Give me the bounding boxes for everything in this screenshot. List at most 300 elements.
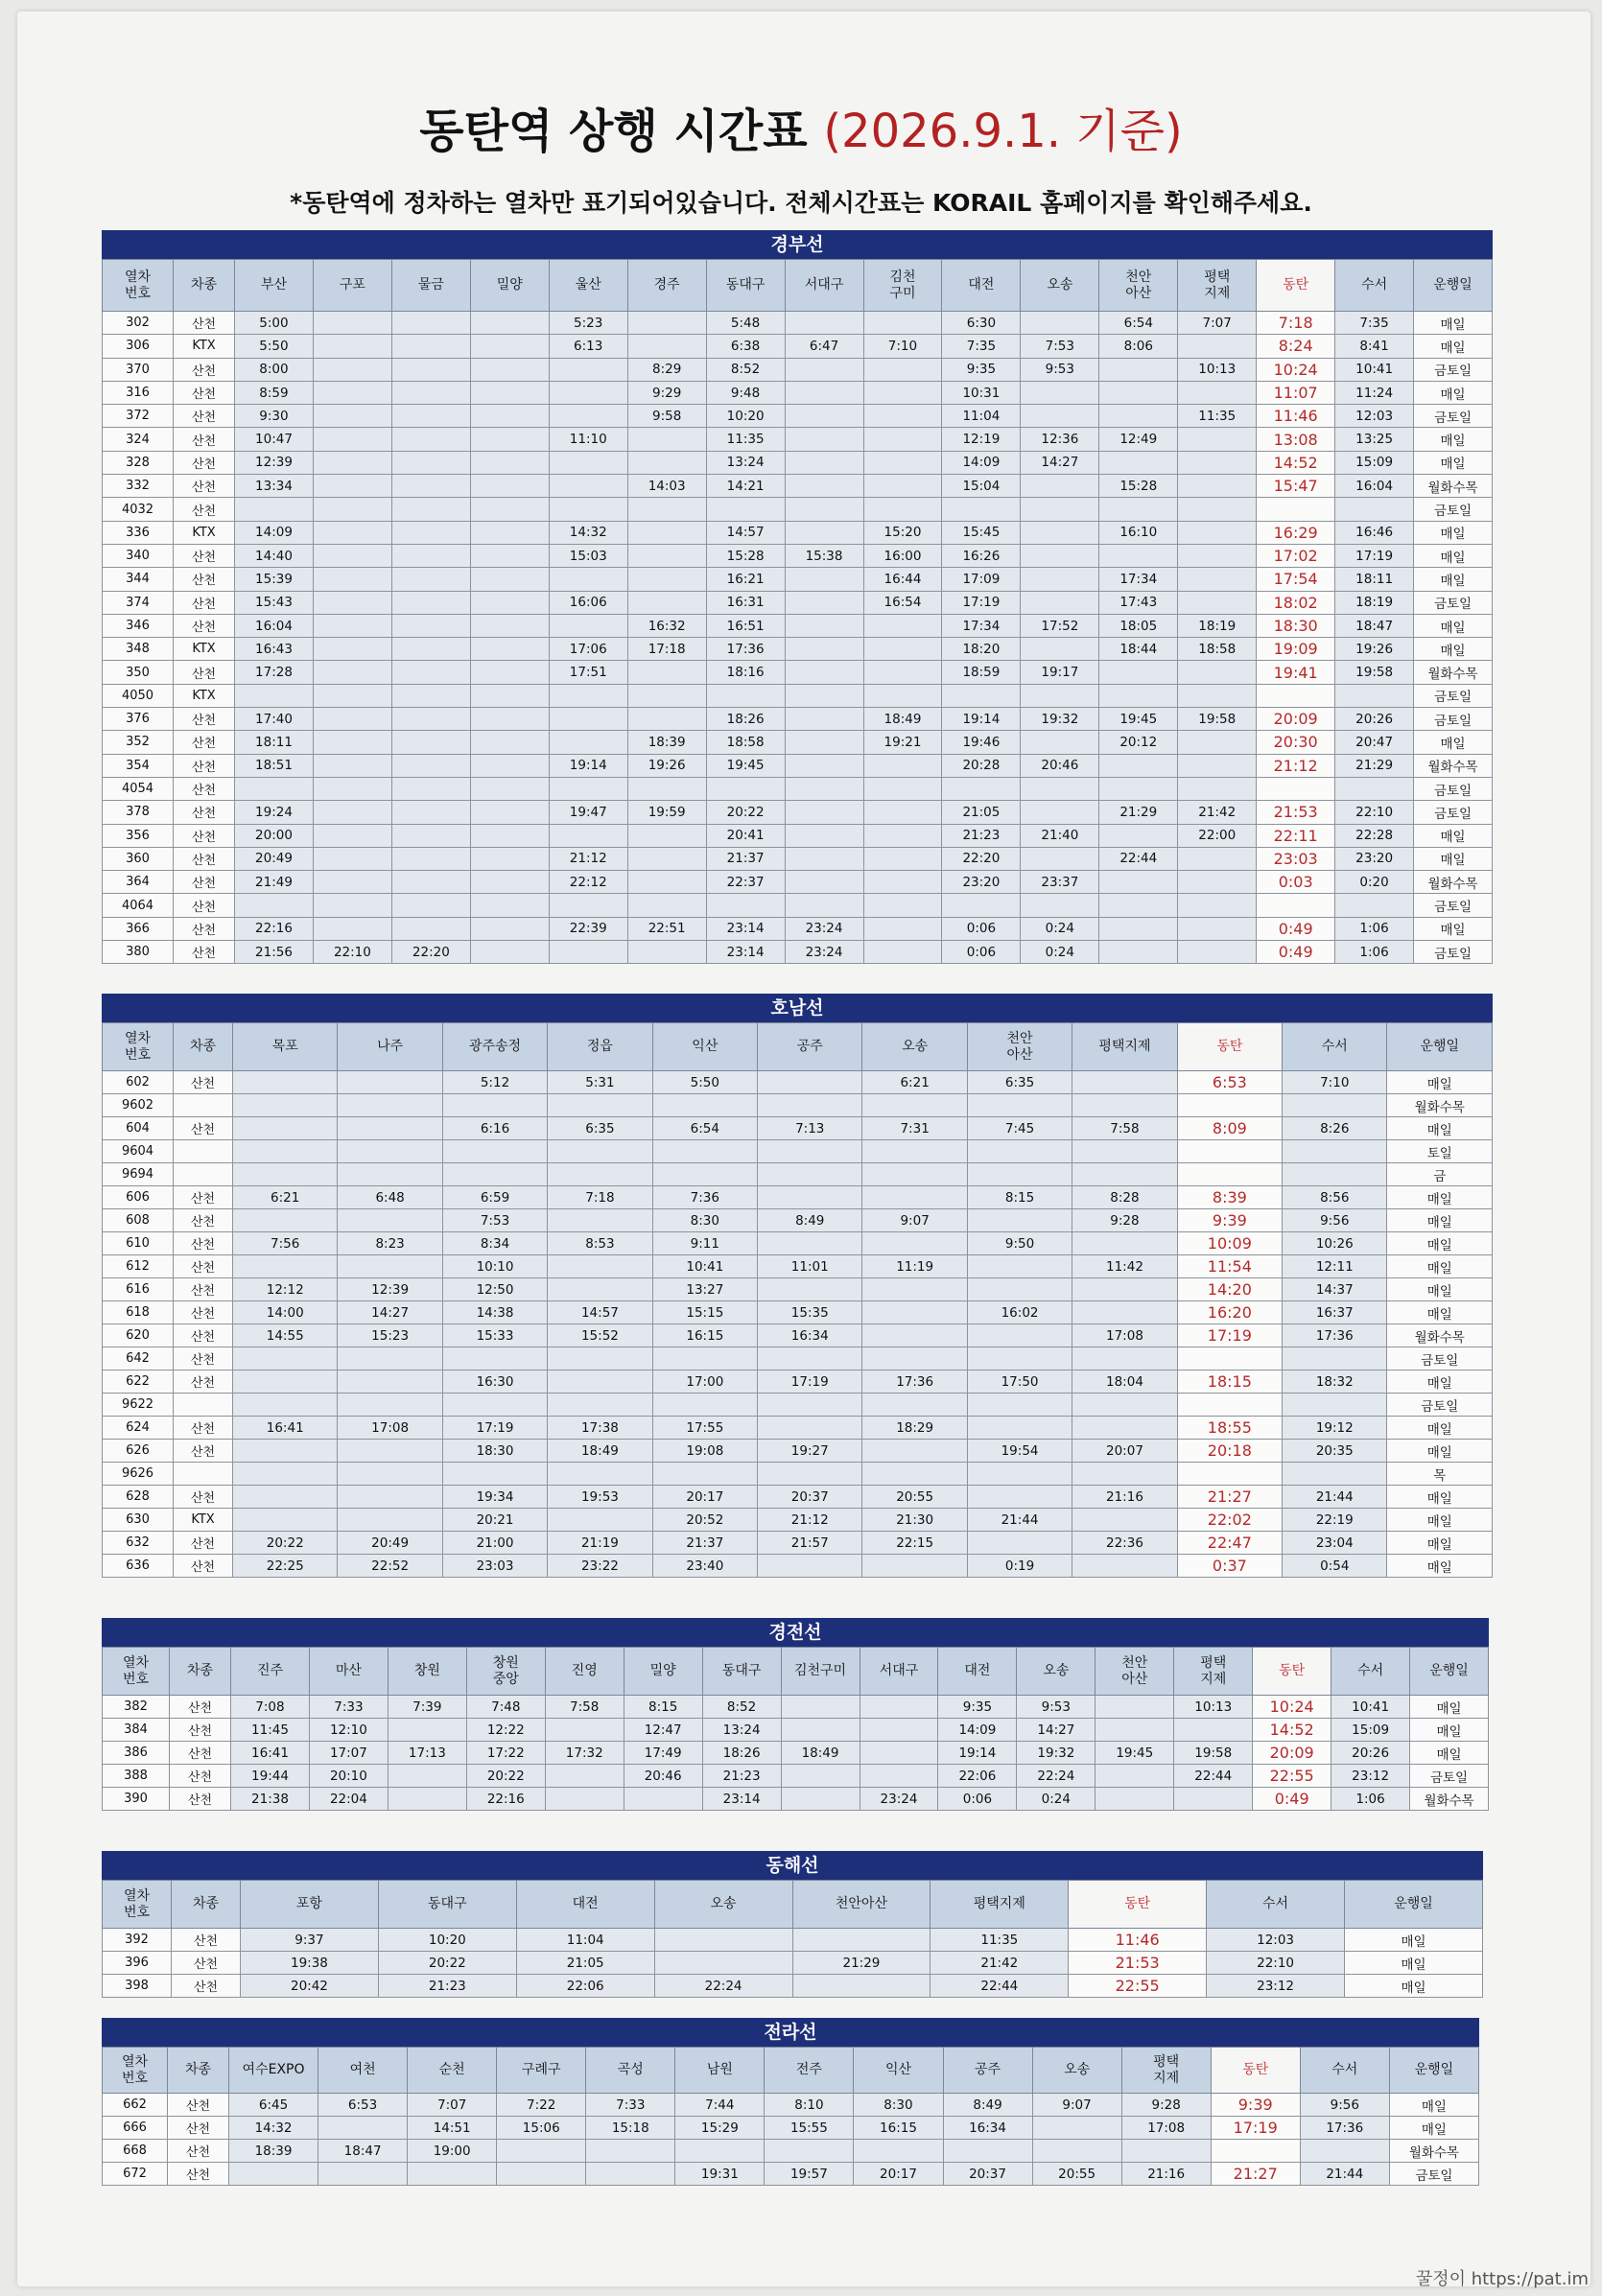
table-cell: 17:43: [1099, 591, 1178, 614]
table-cell: 17:22: [466, 1742, 545, 1765]
table-row: [103, 2094, 1479, 2117]
table-cell: [785, 754, 863, 777]
table-cell: 18:05: [1099, 614, 1178, 637]
table-cell: 16:43: [235, 638, 314, 661]
table-cell: [233, 1509, 338, 1532]
table-cell: 매일: [1414, 731, 1493, 754]
table-cell: 20:28: [942, 754, 1021, 777]
table-cell: [338, 1509, 442, 1532]
table-cell: 산천: [170, 1696, 231, 1719]
table-cell: 매일: [1410, 1742, 1489, 1765]
table-cell: 매일: [1414, 428, 1493, 451]
table-cell: [1021, 591, 1099, 614]
column-header: 동대구: [702, 1648, 781, 1696]
table-cell: [675, 2140, 765, 2163]
column-header: 수서: [1207, 1881, 1345, 1929]
table-cell: 19:24: [235, 801, 314, 824]
table-cell: 14:00: [233, 1301, 338, 1324]
table-cell: [863, 381, 942, 404]
table-cell: 16:04: [1335, 475, 1414, 498]
table-cell: 12:36: [1021, 428, 1099, 451]
table-cell: [391, 498, 470, 521]
table-cell: [497, 2163, 586, 2186]
notice-text: *동탄역에 정차하는 열차만 표기되어있습니다. 전체시간표는 KORAIL 홈페이지를 확인해주세요.: [290, 189, 1312, 217]
table-cell: [863, 754, 942, 777]
column-header: 대전: [942, 260, 1021, 312]
table-cell: [229, 2163, 318, 2186]
table-cell: 17:28: [235, 661, 314, 684]
table-cell: 15:33: [442, 1324, 547, 1347]
table-cell: [652, 1163, 757, 1186]
table-cell: 월화수목: [1414, 754, 1493, 777]
table-cell: [792, 1929, 931, 1952]
table-cell: 21:49: [235, 871, 314, 894]
table-cell: 8:56: [1283, 1186, 1387, 1209]
table-row: [103, 1417, 1493, 1440]
table-cell: 392: [103, 1929, 172, 1952]
table-cell: [1335, 498, 1414, 521]
table-cell: [863, 358, 942, 381]
table-cell: [313, 498, 391, 521]
table-cell: 목: [1387, 1463, 1493, 1486]
column-header: 물금: [391, 260, 470, 312]
table-cell: [391, 544, 470, 567]
table-cell: [627, 871, 706, 894]
table-cell: 19:14: [942, 708, 1021, 731]
table-cell: [758, 1463, 862, 1486]
table-cell: 21:29: [1099, 801, 1178, 824]
table-cell: [863, 801, 942, 824]
table-cell: [470, 521, 549, 544]
table-cell: [549, 894, 627, 917]
table-cell: [1178, 498, 1257, 521]
table-cell: 366: [103, 917, 174, 940]
section-title: 경전선: [102, 1618, 1489, 1647]
table-cell: 22:37: [706, 871, 785, 894]
table-row: [103, 544, 1493, 567]
table-cell: [1283, 1347, 1387, 1371]
table-cell: 18:11: [1335, 568, 1414, 591]
table-cell: [863, 847, 942, 870]
table-cell: 17:09: [942, 568, 1021, 591]
table-cell: 23:37: [1021, 871, 1099, 894]
table-cell: [652, 1463, 757, 1486]
table-cell: [391, 521, 470, 544]
table-cell: 금토일: [1414, 894, 1493, 917]
table-cell: 21:53: [1257, 801, 1335, 824]
table-cell: 산천: [174, 1324, 233, 1347]
table-cell: 21:29: [1335, 754, 1414, 777]
table-cell: 23:24: [785, 917, 863, 940]
column-header: 운행일: [1345, 1881, 1483, 1929]
table-cell: [785, 428, 863, 451]
table-cell: 매일: [1387, 1371, 1493, 1394]
table-cell: [863, 312, 942, 335]
table-cell: 22:55: [1253, 1765, 1331, 1788]
table-cell: 8:06: [1099, 335, 1178, 358]
table-cell: 산천: [174, 451, 235, 474]
column-header: 오송: [862, 1023, 967, 1071]
table-cell: 0:24: [1021, 917, 1099, 940]
section-title: 경부선: [102, 230, 1493, 259]
table-cell: 18:16: [706, 661, 785, 684]
column-header: 대전: [516, 1881, 654, 1929]
table-cell: [652, 1094, 757, 1117]
table-cell: [470, 777, 549, 800]
table-cell: 0:19: [967, 1555, 1072, 1578]
table-cell: 22:02: [1177, 1509, 1282, 1532]
table-cell: 금토일: [1389, 2163, 1478, 2186]
table-cell: 15:39: [235, 568, 314, 591]
table-row: [103, 1163, 1493, 1186]
table-cell: [313, 591, 391, 614]
table-cell: [1032, 2117, 1121, 2140]
table-cell: 8:30: [652, 1209, 757, 1232]
table-row: [103, 1186, 1493, 1209]
table-cell: [1099, 544, 1178, 567]
table-cell: 산천: [174, 801, 235, 824]
table-cell: 17:18: [627, 638, 706, 661]
column-header: 서대구: [860, 1648, 938, 1696]
table-cell: 4050: [103, 684, 174, 707]
table-cell: 20:07: [1072, 1440, 1177, 1463]
table-cell: [1072, 1509, 1177, 1532]
table-cell: 15:09: [1331, 1719, 1410, 1742]
table-cell: 8:09: [1177, 1117, 1282, 1140]
table-row: [103, 661, 1493, 684]
table-cell: 9:11: [652, 1232, 757, 1255]
table-cell: 매일: [1389, 2117, 1478, 2140]
table-cell: 15:43: [235, 591, 314, 614]
table-cell: [1021, 312, 1099, 335]
table-cell: [627, 661, 706, 684]
table-cell: [233, 1486, 338, 1509]
table-cell: 1:06: [1331, 1788, 1410, 1811]
table-cell: [391, 824, 470, 847]
table-cell: 산천: [174, 498, 235, 521]
table-cell: 19:53: [548, 1486, 652, 1509]
table-cell: [1178, 568, 1257, 591]
table-cell: 14:52: [1257, 451, 1335, 474]
table-cell: 6:38: [706, 335, 785, 358]
table-cell: 17:19: [442, 1417, 547, 1440]
column-header: 여수EXPO: [229, 2048, 318, 2094]
column-header: 동탄: [1211, 2048, 1300, 2094]
table-row: [103, 847, 1493, 870]
column-header: 열차 번호: [103, 260, 174, 312]
table-cell: 13:24: [706, 451, 785, 474]
column-header: 전주: [765, 2048, 854, 2094]
table-cell: [785, 661, 863, 684]
column-header: 구포: [313, 260, 391, 312]
table-cell: 7:18: [1257, 312, 1335, 335]
table-cell: [706, 498, 785, 521]
table-cell: 매일: [1387, 1117, 1493, 1140]
table-cell: 산천: [174, 312, 235, 335]
table-cell: [548, 1163, 652, 1186]
section-title: 동해선: [102, 1851, 1483, 1880]
table-cell: 4064: [103, 894, 174, 917]
table-cell: 산천: [174, 475, 235, 498]
table-cell: [470, 498, 549, 521]
table-cell: 금토일: [1414, 708, 1493, 731]
table-cell: 20:26: [1331, 1742, 1410, 1765]
table-cell: 6:13: [549, 335, 627, 358]
table-cell: 16:46: [1335, 521, 1414, 544]
table-cell: 17:19: [942, 591, 1021, 614]
table-cell: 22:15: [862, 1532, 967, 1555]
table-cell: 302: [103, 312, 174, 335]
table-cell: 7:07: [408, 2094, 497, 2117]
column-header: 포항: [241, 1881, 379, 1929]
table-cell: [548, 1255, 652, 1278]
table-cell: 7:08: [231, 1696, 310, 1719]
table-cell: [967, 1140, 1072, 1163]
table-cell: 13:27: [652, 1278, 757, 1301]
table-cell: [758, 1555, 862, 1578]
table-cell: [785, 894, 863, 917]
table-cell: 18:19: [1335, 591, 1414, 614]
table-cell: 8:24: [1257, 335, 1335, 358]
table-cell: 23:14: [706, 941, 785, 964]
table-cell: 14:27: [1017, 1719, 1095, 1742]
table-cell: 18:19: [1178, 614, 1257, 637]
table-cell: 606: [103, 1186, 174, 1209]
table-row: [103, 1765, 1489, 1788]
table-cell: 18:29: [862, 1417, 967, 1440]
table-cell: [470, 661, 549, 684]
table-cell: [470, 684, 549, 707]
table-cell: 7:45: [967, 1117, 1072, 1140]
table-cell: 5:12: [442, 1071, 547, 1094]
table-cell: 384: [103, 1719, 170, 1742]
column-header: 운행일: [1414, 260, 1493, 312]
table-cell: 매일: [1414, 568, 1493, 591]
table-cell: 336: [103, 521, 174, 544]
table-cell: 7:10: [1283, 1071, 1387, 1094]
table-cell: [967, 1324, 1072, 1347]
table-cell: [1257, 684, 1335, 707]
table-cell: [313, 428, 391, 451]
table-cell: [1072, 1394, 1177, 1417]
column-header: 창원 중앙: [466, 1648, 545, 1696]
table-cell: [1099, 451, 1178, 474]
table-cell: [545, 1788, 624, 1811]
table-cell: [863, 661, 942, 684]
table-cell: [338, 1255, 442, 1278]
table-cell: 12:11: [1283, 1255, 1387, 1278]
column-header: 김천 구미: [863, 260, 942, 312]
table-cell: [627, 847, 706, 870]
table-cell: KTX: [174, 521, 235, 544]
table-row: [103, 1255, 1493, 1278]
section-title: 전라선: [102, 2018, 1479, 2047]
column-header: 열차 번호: [103, 1023, 174, 1071]
table-cell: 12:03: [1207, 1929, 1345, 1952]
table-cell: [1257, 777, 1335, 800]
table-cell: [470, 312, 549, 335]
table-cell: 15:20: [863, 521, 942, 544]
table-cell: 산천: [174, 568, 235, 591]
table-cell: 22:06: [516, 1975, 654, 1998]
table-row: [103, 614, 1493, 637]
table-cell: 7:13: [758, 1117, 862, 1140]
table-cell: 17:40: [235, 708, 314, 731]
table-cell: 산천: [174, 405, 235, 428]
table-cell: [313, 661, 391, 684]
table-cell: 18:26: [702, 1742, 781, 1765]
table-cell: 9:07: [1032, 2094, 1121, 2117]
table-cell: [233, 1463, 338, 1486]
table-cell: 산천: [174, 1486, 233, 1509]
table-cell: 13:08: [1257, 428, 1335, 451]
table-cell: [967, 1094, 1072, 1117]
table-row: [103, 871, 1493, 894]
table-cell: 20:49: [235, 847, 314, 870]
table-cell: 17:08: [338, 1417, 442, 1440]
table-cell: 20:41: [706, 824, 785, 847]
table-cell: 12:10: [309, 1719, 388, 1742]
table-cell: 17:13: [388, 1742, 466, 1765]
table-cell: 19:08: [652, 1440, 757, 1463]
table-cell: [627, 568, 706, 591]
table-cell: [967, 1394, 1072, 1417]
table-cell: [1177, 1463, 1282, 1486]
table-cell: 16:15: [652, 1324, 757, 1347]
table-cell: 매일: [1410, 1696, 1489, 1719]
table-cell: 19:21: [863, 731, 942, 754]
column-header: 수서: [1283, 1023, 1387, 1071]
table-cell: 12:03: [1335, 405, 1414, 428]
table-cell: [391, 335, 470, 358]
table-cell: [1072, 1163, 1177, 1186]
table-cell: 매일: [1387, 1209, 1493, 1232]
table-cell: 22:44: [1174, 1765, 1253, 1788]
table-cell: 18:58: [1178, 638, 1257, 661]
column-header: 수서: [1335, 260, 1414, 312]
table-cell: 17:55: [652, 1417, 757, 1440]
table-cell: 16:34: [943, 2117, 1032, 2140]
table-cell: 16:15: [854, 2117, 943, 2140]
table-cell: [388, 1719, 466, 1742]
table-cell: [391, 312, 470, 335]
table-cell: [785, 801, 863, 824]
table-cell: 월화수목: [1414, 871, 1493, 894]
column-header: 천안 아산: [967, 1023, 1072, 1071]
table-cell: 6:53: [1177, 1071, 1282, 1094]
table-cell: 17:50: [967, 1371, 1072, 1394]
table-cell: [1283, 1094, 1387, 1117]
table-cell: [391, 708, 470, 731]
table-row: [103, 475, 1493, 498]
table-cell: [442, 1163, 547, 1186]
table-cell: 14:32: [549, 521, 627, 544]
table-cell: 666: [103, 2117, 168, 2140]
table-cell: [233, 1140, 338, 1163]
table-cell: [470, 801, 549, 824]
table-row: [103, 568, 1493, 591]
column-header: 익산: [854, 2048, 943, 2094]
table-cell: 396: [103, 1952, 172, 1975]
table-cell: 6:59: [442, 1186, 547, 1209]
table-row: [103, 2117, 1479, 2140]
table-cell: 14:57: [706, 521, 785, 544]
table-cell: [233, 1209, 338, 1232]
column-header: 오송: [654, 1881, 792, 1929]
table-cell: 매일: [1345, 1975, 1483, 1998]
table-cell: 16:20: [1177, 1301, 1282, 1324]
table-cell: [442, 1463, 547, 1486]
table-cell: [1283, 1140, 1387, 1163]
table-cell: [586, 2163, 675, 2186]
column-header: 목포: [233, 1023, 338, 1071]
table-cell: 8:15: [967, 1186, 1072, 1209]
column-header: 진영: [545, 1648, 624, 1696]
table-cell: [1021, 568, 1099, 591]
table-cell: [967, 1255, 1072, 1278]
table-row: [103, 1324, 1493, 1347]
table-cell: [785, 381, 863, 404]
table-cell: 7:44: [675, 2094, 765, 2117]
timetable: [102, 2047, 1479, 2186]
table-cell: [1032, 2140, 1121, 2163]
table-cell: 10:24: [1253, 1696, 1331, 1719]
table-cell: 10:41: [1335, 358, 1414, 381]
table-row: [103, 1742, 1489, 1765]
table-cell: 매일: [1414, 544, 1493, 567]
table-cell: [313, 684, 391, 707]
table-cell: [624, 1788, 702, 1811]
table-cell: 20:37: [758, 1486, 862, 1509]
table-cell: 11:24: [1335, 381, 1414, 404]
table-cell: 금토일: [1414, 498, 1493, 521]
table-cell: 6:53: [318, 2094, 408, 2117]
table-cell: [233, 1371, 338, 1394]
column-header: 경주: [627, 260, 706, 312]
table-cell: [627, 708, 706, 731]
column-header: 나주: [338, 1023, 442, 1071]
table-cell: KTX: [174, 1509, 233, 1532]
table-cell: 9:56: [1283, 1209, 1387, 1232]
table-row: [103, 1094, 1493, 1117]
table-cell: [781, 1696, 860, 1719]
table-cell: 10:13: [1174, 1696, 1253, 1719]
table-cell: 매일: [1387, 1440, 1493, 1463]
table-cell: 23:14: [706, 917, 785, 940]
column-header: 평택 지제: [1174, 1648, 1253, 1696]
table-cell: 매일: [1410, 1719, 1489, 1742]
table-cell: 20:09: [1253, 1742, 1331, 1765]
table-cell: 0:06: [938, 1788, 1017, 1811]
table-cell: [785, 777, 863, 800]
table-cell: 19:47: [549, 801, 627, 824]
table-cell: 11:42: [1072, 1255, 1177, 1278]
table-cell: [313, 777, 391, 800]
column-header: 오송: [1021, 260, 1099, 312]
column-header: 수서: [1300, 2048, 1389, 2094]
table-cell: 380: [103, 941, 174, 964]
table-cell: 금: [1387, 1163, 1493, 1186]
table-cell: 16:37: [1283, 1301, 1387, 1324]
table-cell: [1021, 731, 1099, 754]
table-cell: 19:12: [1283, 1417, 1387, 1440]
table-cell: 18:49: [863, 708, 942, 731]
table-cell: 금토일: [1414, 405, 1493, 428]
table-row: [103, 1532, 1493, 1555]
table-cell: [313, 917, 391, 940]
table-cell: [1072, 1232, 1177, 1255]
table-cell: 14:37: [1283, 1278, 1387, 1301]
